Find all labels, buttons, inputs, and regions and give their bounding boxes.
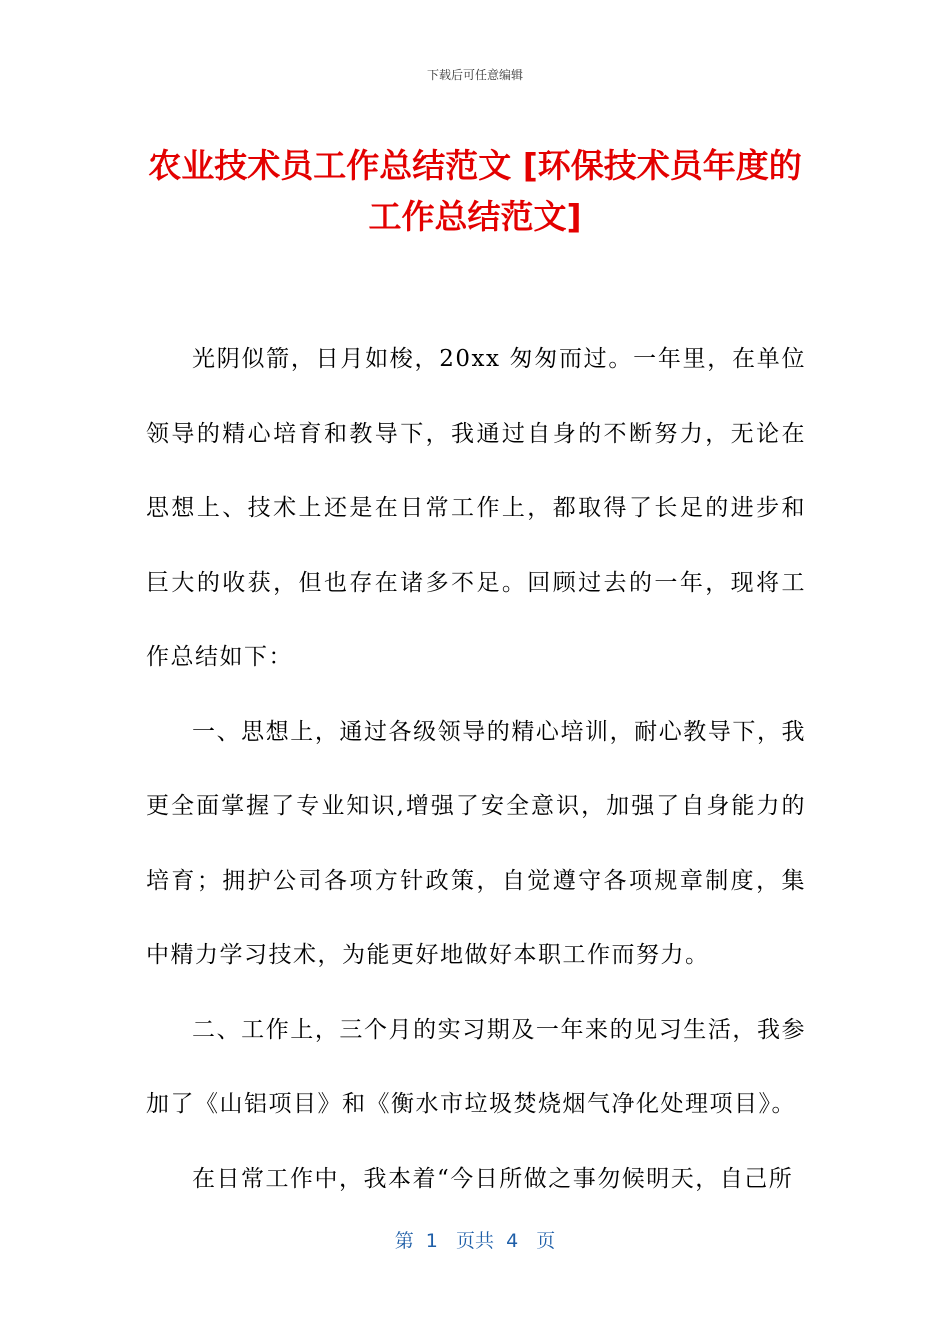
document-title [100, 140, 850, 242]
document-title-line-2: 工作总结范文] [368, 197, 582, 236]
header-note: 下载后可任意编辑 [426, 68, 523, 82]
page-footer: 第 1 页共 4 页 [394, 1230, 556, 1252]
document-body [146, 322, 806, 1216]
paragraph-daily-work: 在日常工作中，我本着“今日所做之事勿候明天，自己所 [192, 1165, 794, 1192]
paragraph-ideology: 一、思想上，通过各级领导的精心培训，耐心教导下，我更全面掌握了专业知识,增强了安全意识，加强了自身能力的培育；拥护公司各项方针政策，自觉遵守各项规章制度，集中精力学习技术，为能更好地做好本职工作而努力。 [146, 718, 806, 968]
paragraph-work: 二、工作上，三个月的实习期及一年来的见习生活，我参加了《山铝项目》和《衡水市垃圾焚烧烟气净化处理项目》。 [146, 1016, 806, 1117]
document-title-line-1: 农业技术员工作总结范文 [环保技术员年度的 [148, 146, 802, 185]
paragraph-intro: 光阴似箭，日月如梭，20xx 匆匆而过。一年里，在单位领导的精心培育和教导下，我通过自身的不断努力，无论在思想上、技术上还是在日常工作上，都取得了长足的进步和巨大的收获，但也存在诸多不足。回顾过去的一年，现将工作总结如下： [146, 346, 806, 670]
